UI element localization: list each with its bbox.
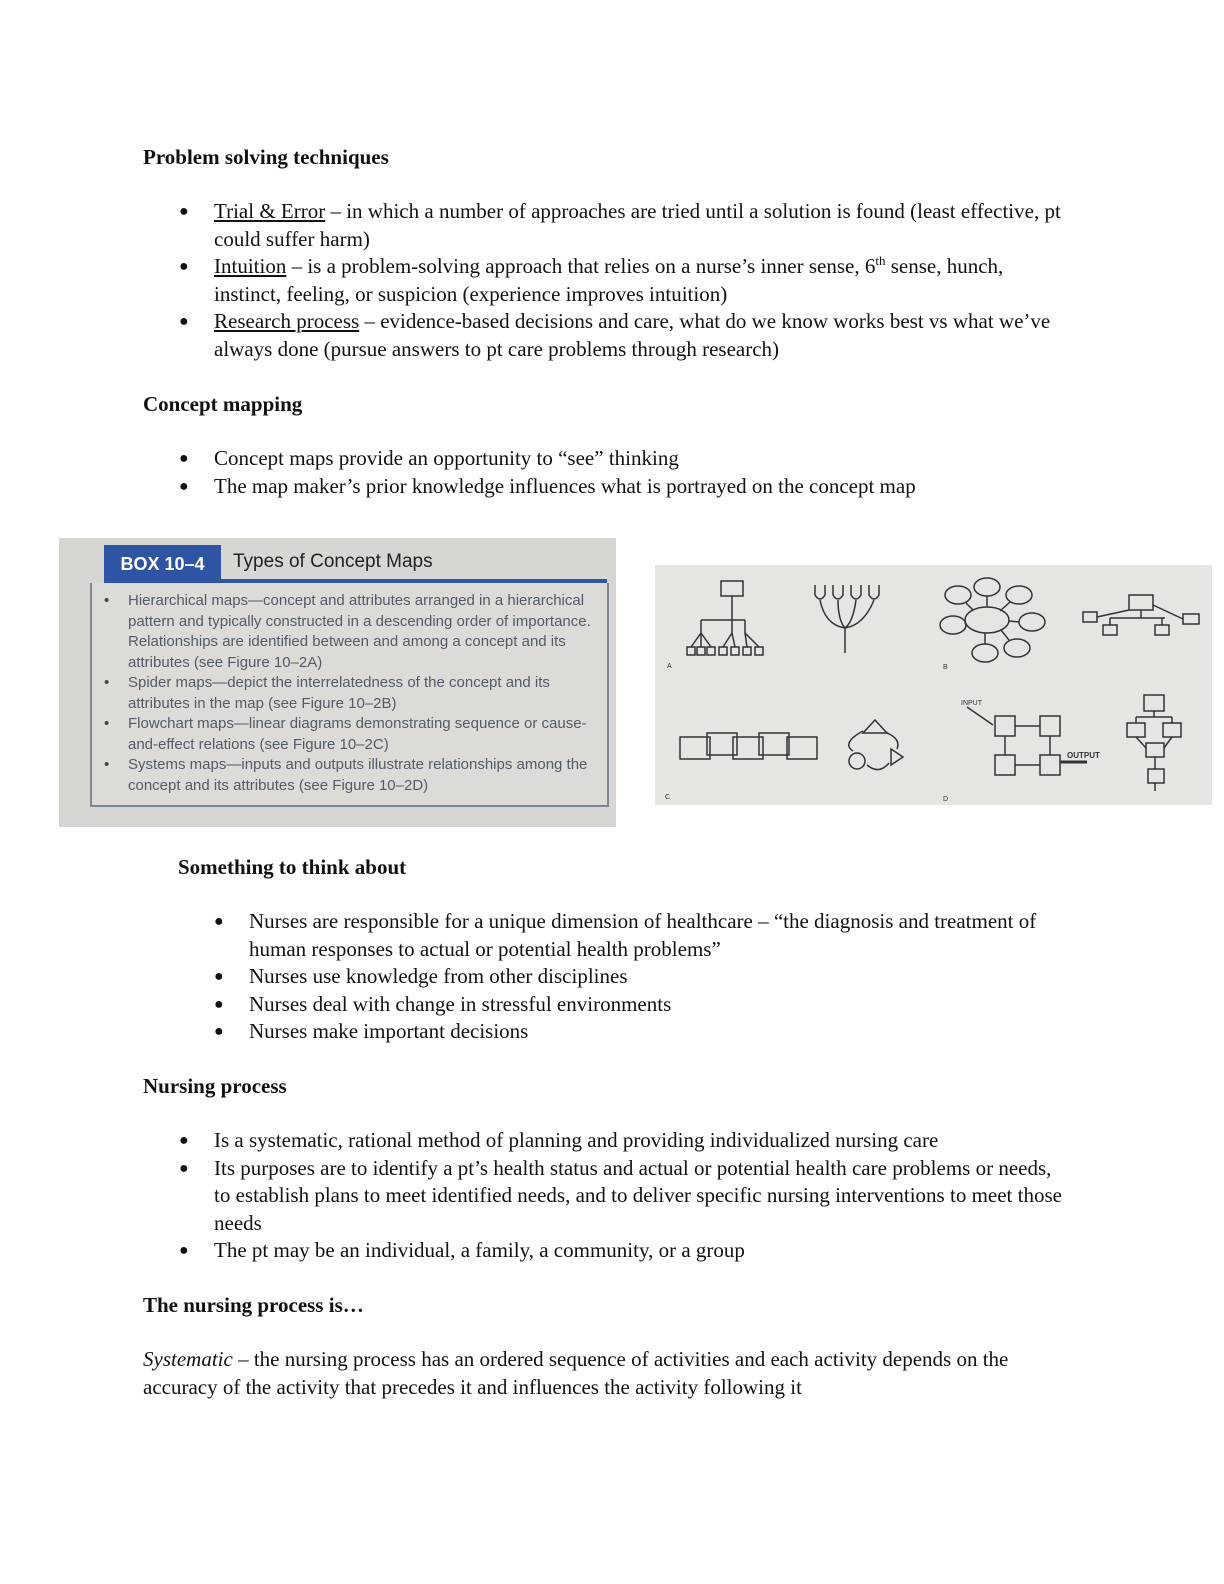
paragraph-text: – the nursing process has an ordered sequence of activities and each activity depends on the accuracy of the activity that precedes it and influences the activity following it [143,1347,1009,1399]
bullet-icon: • [104,756,110,773]
list-item: ● Is a systematic, rational method of planning and providing individualized nursing care [143,1127,1063,1155]
box-frame [90,583,609,807]
term-intuition: Intuition [214,254,287,278]
tree-map-diagram [815,585,879,653]
item-text: – evidence-based decisions and care, what do we know works best vs what we’ve always done (pursue answers to pt care problems through research) [214,309,1051,361]
concept-map-types-figure [655,565,1212,805]
systems-map-diagram [967,695,1181,791]
bullet-icon: • [104,674,110,691]
bullet-icon: ● [179,1242,189,1259]
box-item: • Systems maps—inputs and outputs illustrate relationships among the concept and its attributes (see Figure 10–2D) [104,756,588,794]
bullet-icon: ● [214,913,224,930]
bullet-icon: ● [214,1023,224,1040]
list-item [143,198,1063,253]
bullet-icon: • [104,592,110,609]
heading-nursing-process-is: The nursing process is… [143,1293,364,1317]
problem-solving-list [143,198,1063,363]
list-item: ● Nurses are responsible for a unique dimension of healthcare – “the diagnosis and treatment of human responses to actual or potential health problems” [214,909,1037,961]
spider-map-diagram [940,578,1045,662]
list-item: ● Nurses make important decisions [178,1018,1063,1046]
concept-mapping-list [143,445,1063,500]
label-c: C [665,794,671,801]
hierarchical-map-diagram [687,581,763,655]
list-item: ● Its purposes are to identify a pt’s health status and actual or potential health care problems or needs, to establish plans to meet identified needs, and to deliver specific nursing interventions to meet those needs [179,1155,1062,1235]
term-systematic: Systematic [143,1347,233,1371]
bullet-icon: ● [179,313,189,330]
list-item: ● Nurses deal with change in stressful environments [178,991,1063,1019]
figure-diagrams [655,565,1212,805]
think-about-list [178,908,1063,1046]
list-item: ● Nurses use knowledge from other disciplines [178,963,1063,991]
box-title: Types of Concept Maps [233,551,433,572]
list-item: ● The map maker’s prior knowledge influences what is portrayed on the concept map [143,473,1063,501]
box-10-4-image [59,538,616,827]
box-items [92,583,607,796]
bullet-icon: ● [214,995,224,1013]
term-trial-error: Trial & Error [214,199,326,223]
bullet-icon: ● [179,1132,189,1149]
superscript: th [875,253,886,268]
item-text: – in which a number of approaches are tried until a solution is found (least effective, pt could suffer harm) [214,199,1061,251]
term-research-process: Research process [214,309,360,333]
heading-concept-mapping: Concept mapping [143,392,303,416]
flowchart-map-diagram [680,720,903,770]
label-a: A [667,663,672,670]
box-label: BOX 10–4 [104,545,221,583]
bullet-icon: ● [179,477,189,495]
label-b: B [943,664,948,671]
bullet-icon: ● [214,968,224,985]
heading-problem-solving: Problem solving techniques [143,145,389,169]
list-item [143,308,1063,363]
box-item: • Hierarchical maps—concept and attributes arranged in a hierarchical pattern and typically constructed in a descending order of importance. Relationships are identified between and among a concept and its attributes (see Figure 10–2A) [104,592,591,671]
bullet-icon: ● [179,1159,189,1177]
heading-something-to-think-about: Something to think about [178,855,407,879]
list-item [143,253,1063,308]
bullet-icon: ● [179,203,189,220]
item-text: – is a problem-solving approach that relies on a nurse’s inner sense, 6 [286,254,876,278]
label-input: INPUT [961,700,982,707]
bullet-icon: ● [179,258,189,275]
list-item: ● The pt may be an individual, a family, a community, or a group [143,1237,1063,1265]
heading-nursing-process: Nursing process [143,1074,287,1098]
connected-boxes-diagram [1083,595,1199,635]
label-output: OUTPUT [1067,751,1100,760]
label-d: D [943,796,949,803]
item-text: sense, hunch, instinct, feeling, or suspicion (experience improves intuition) [214,254,1004,306]
systematic-paragraph [143,1345,1073,1401]
bullet-icon: • [104,715,110,732]
nursing-process-list [143,1127,1063,1265]
box-item: • Spider maps—depict the interrelatedness of the concept and its attributes in the map (see Figure 10–2B) [104,674,550,712]
list-item: ● Concept maps provide an opportunity to “see” thinking [143,445,1063,473]
bullet-icon: ● [179,450,189,467]
box-item: • Flowchart maps—linear diagrams demonstrating sequence or cause-and-effect relations (see Figure 10–2C) [104,715,587,753]
